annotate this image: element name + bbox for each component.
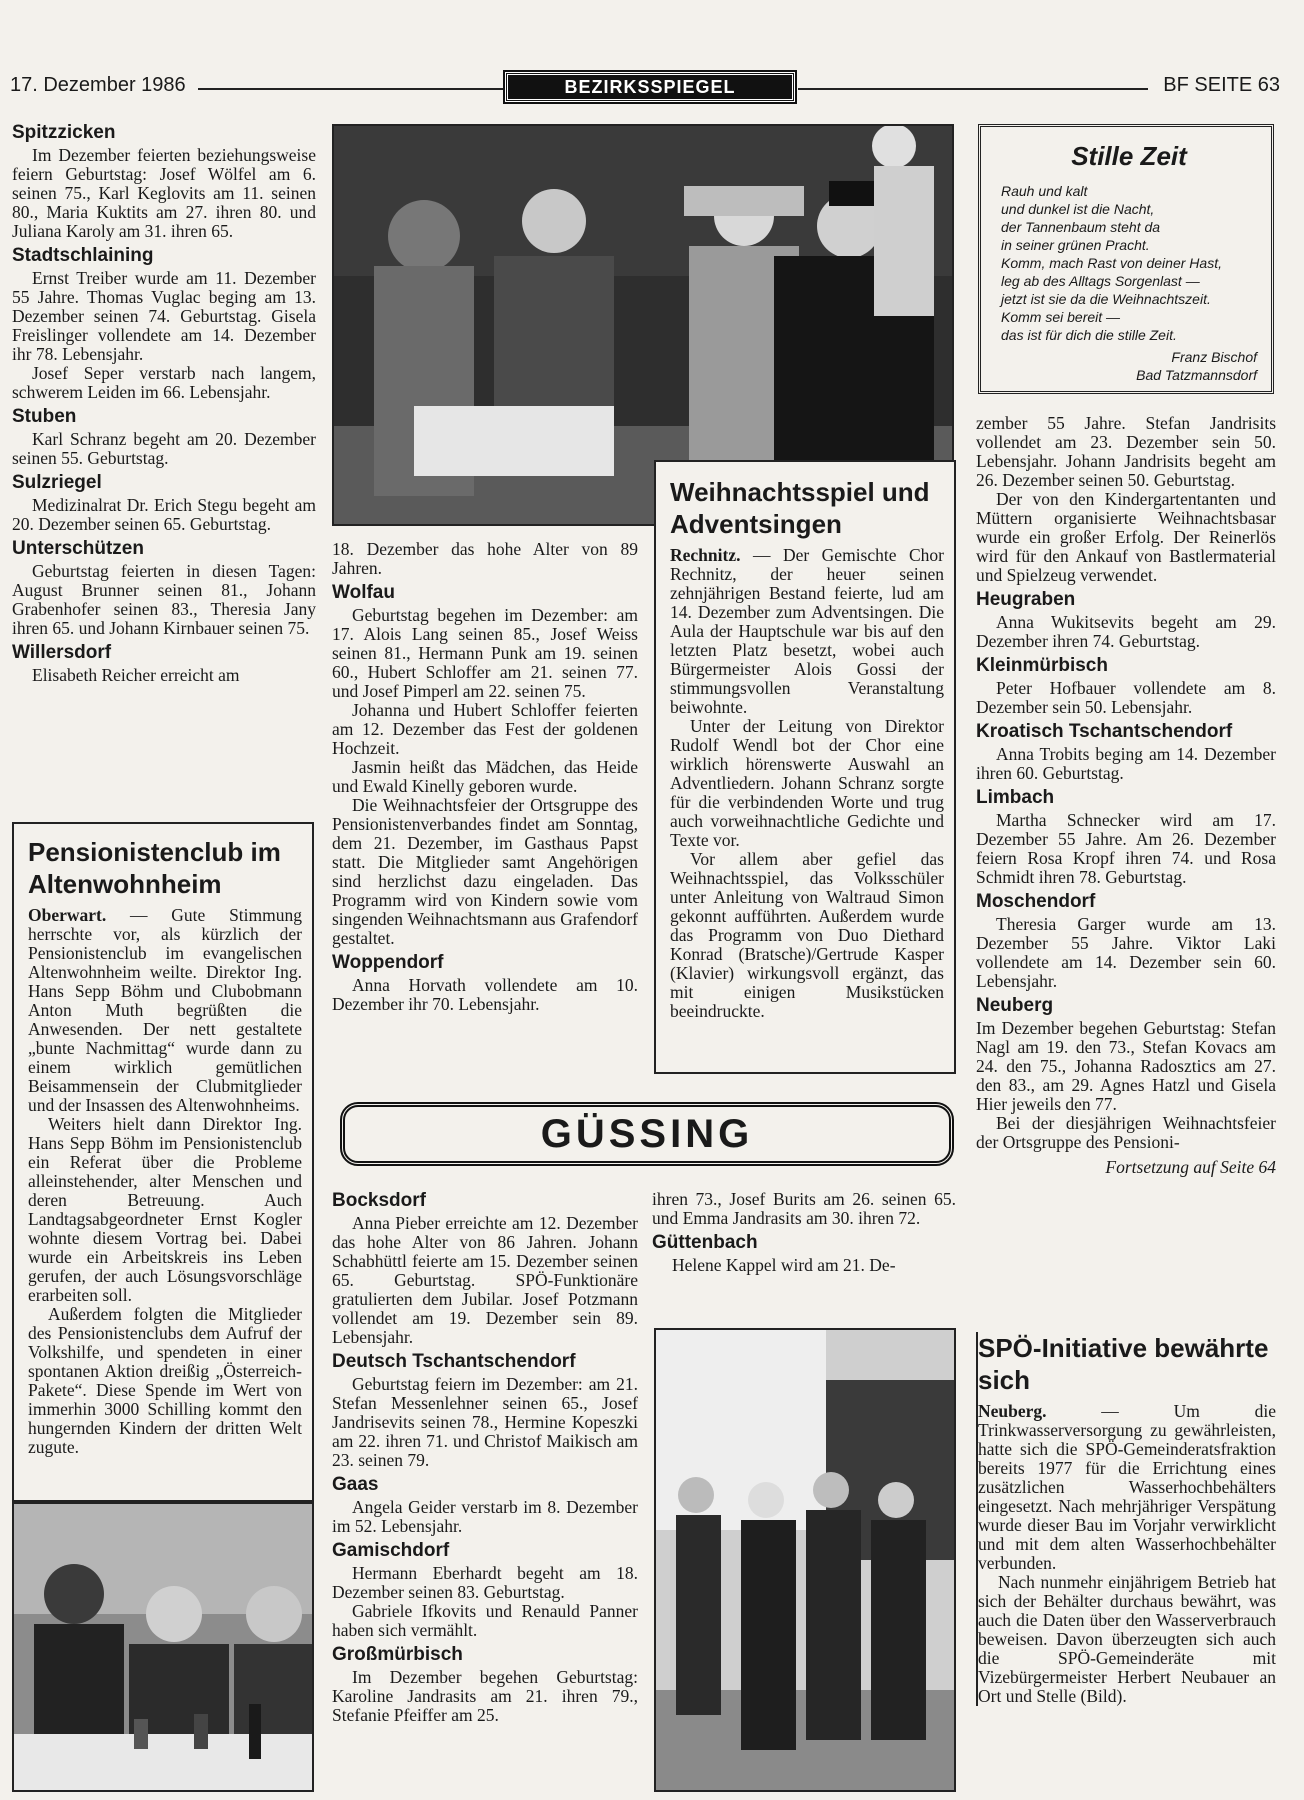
poem-line: der Tannenbaum steht da bbox=[1001, 219, 1161, 235]
heading: Limbach bbox=[976, 787, 1055, 808]
heading: Kleinmürbisch bbox=[976, 655, 1108, 676]
paragraph: Karl Schranz begeht am 20. Dezember seinen 55. Geburtstag. bbox=[12, 429, 316, 468]
heading: Stuben bbox=[12, 406, 77, 427]
heading: Moschendorf bbox=[976, 891, 1096, 912]
pension-article bbox=[12, 822, 314, 1502]
header-rule-left bbox=[198, 88, 503, 90]
poem-line: Komm sei bereit — bbox=[1001, 309, 1121, 325]
heading: Sulzriegel bbox=[12, 472, 102, 493]
poem-line: in seiner grünen Pracht. bbox=[1001, 237, 1150, 253]
paragraph: Unter der Leitung von Direktor Rudolf Wendl bot der Chor eine wirklich hörenswerte Auswahl an Adventliedern. Johann Schranz sorgte für die verbindenden Worte und trug auch vorweihnachtliche Gedichte und Texte vor. bbox=[670, 716, 944, 850]
paragraph: Im Dezember begehen Geburtstag: Karoline Jandrasits am 21. ihren 79., Stefanie Pfeiffer am 25. bbox=[332, 1667, 638, 1725]
poem-box bbox=[978, 124, 1274, 394]
heading: Wolfau bbox=[332, 582, 395, 603]
paragraph: Gabriele Ifkovits und Renauld Panner haben sich vermählt. bbox=[332, 1601, 638, 1640]
heading: Heugraben bbox=[976, 589, 1076, 610]
guessing-banner: GÜSSING bbox=[340, 1102, 954, 1166]
poem-line: Rauh und kalt bbox=[1001, 183, 1088, 199]
heading: Gaas bbox=[332, 1474, 379, 1495]
poem-title: Stille Zeit bbox=[1071, 141, 1187, 171]
poem-author: Franz Bischof bbox=[1171, 349, 1257, 365]
heading: Woppendorf bbox=[332, 952, 444, 973]
spoe-article bbox=[976, 1332, 1276, 1706]
column-1 bbox=[12, 118, 316, 685]
paragraph: Im Dezember feierten beziehungsweise feiern Geburtstag: Josef Wölfel am 6. seinen 75., Karl Keglovits am 11. seinen 80., Maria Kuktits am 27. ihren 80. und Juliana Karoly am 31. ihren 65. bbox=[12, 145, 316, 241]
issue-date: 17. Dezember 1986 bbox=[10, 74, 186, 96]
paragraph: Anna Trobits beging am 14. Dezember ihren 60. Geburtstag. bbox=[976, 744, 1276, 783]
heading: Großmürbisch bbox=[332, 1644, 463, 1665]
paragraph: Die Weihnachtsfeier der Ortsgruppe des Pensionistenverbandes findet am Sonntag, dem 21. Dezember, im Gasthaus Papst statt. Die Mitglieder samt Angehörigen sind herzlichst dazu eingeladen. Das Programm wird von Kindern sowie vom singenden Weihnachtsmann aus Grafendorf gestaltet. bbox=[332, 795, 638, 948]
paragraph: zember 55 Jahre. Stefan Jandrisits vollendet am 23. Dezember sein 50. Lebensjahr. Johann Jandrisits begeht am 26. Dezember seinen 50. Geburtstag. bbox=[976, 413, 1276, 490]
dateline: Rechnitz. bbox=[670, 545, 741, 565]
continuation-note: Fortsetzung auf Seite 64 bbox=[1105, 1157, 1276, 1177]
paragraph: Nach nunmehr einjährigem Betrieb hat sich der Behälter durchaus bewährt, was auch die Daten über den Wasserverbrauch beweisen. Davon überzeugten sich auch die SPÖ-Gemeinderäte mit Vizebürgermeister Herbert Neubauer an Ort und Stelle (Bild). bbox=[978, 1572, 1276, 1706]
photo-spoe-image bbox=[656, 1330, 956, 1792]
heading: Güttenbach bbox=[652, 1232, 758, 1253]
paragraph: Anna Wukitsevits begeht am 29. Dezember ihren 74. Geburtstag. bbox=[976, 612, 1276, 651]
paragraph: Jasmin heißt das Mädchen, das Heide und Ewald Kinelly geboren wurde. bbox=[332, 757, 638, 796]
paragraph: Vor allem aber gefiel das Weihnachtsspiel, das Volksschüler unter Anleitung von Waltraud Simon gekonnt aufführten. Außerdem wurde das Programm von Duo Diethard Konrad (Bratsche)/Gertrude Kasper (Klavier) wirkungsvoll ergänzt, das mit einigen Musikstücken beeindruckte. bbox=[670, 849, 944, 1021]
photo-pensioners-image bbox=[14, 1504, 314, 1792]
poem-text bbox=[1001, 182, 1257, 384]
paragraph: — Der Gemischte Chor Rechnitz, der heuer seinen zehnjährigen Bestand feierte, lud am 14. Dezember zum Adventsingen. Die Aula der Hauptschule war bis auf den letzten Platz besetzt, wobei auch Bürgermeister Alois Gossi der stimmungsvollen Veranstaltung beiwohnte. bbox=[670, 545, 944, 717]
page-number: BF SEITE 63 bbox=[1163, 74, 1280, 96]
dateline: Neuberg. bbox=[978, 1401, 1047, 1421]
paragraph: Josef Seper verstarb nach langem, schwerem Leiden im 66. Lebensjahr. bbox=[12, 363, 316, 402]
heading: Spitzzicken bbox=[12, 122, 116, 143]
dateline: Oberwart. bbox=[28, 905, 107, 925]
poem-author-place: Bad Tatzmannsdorf bbox=[1136, 367, 1257, 383]
heading: Willersdorf bbox=[12, 642, 112, 663]
poem-line: jetzt ist sie da die Weihnachtszeit. bbox=[1001, 291, 1211, 307]
heading: Deutsch Tschantschendorf bbox=[332, 1351, 576, 1372]
paragraph: Helene Kappel wird am 21. De- bbox=[672, 1255, 896, 1275]
page-header bbox=[10, 72, 1280, 104]
paragraph: 18. Dezember das hohe Alter von 89 Jahren. bbox=[332, 539, 638, 578]
paragraph: Geburtstag begehen im Dezember: am 17. Alois Lang seinen 85., Josef Weiss seinen 81., Hermann Punk am 19. seinen 60., Hubert Schloffer am 21. seinen 77. und Josef Pimperl am 22. seinen 75. bbox=[332, 605, 638, 701]
paragraph: Elisabeth Reicher erreicht am bbox=[32, 665, 240, 685]
section-title: BEZIRKSSPIEGEL bbox=[505, 72, 795, 102]
photo-spoe-group bbox=[654, 1328, 956, 1792]
paragraph: — Gute Stimmung herrschte vor, als kürzlich der Pensionistenclub im evangelischen Altenwohnheim weilte. Direktor Ing. Hans Sepp Böhm und Clubobmann Anton Muth begrüßten die Anwesenden. Der nett gestaltete „bunte Nachmittag“ wurde dann zu einem wirklich gemütlichen Beisammensein der Clubmitglieder und der Insassen des Altenwohnheims. bbox=[28, 905, 302, 1115]
paragraph: — Um die Trinkwasserversorgung zu gewährleisten, hatte sich die SPÖ-Gemeinderatsfraktion bereits 1977 für die Errichtung eines zusätzlichen Wasserhochbehälters eingesetzt. Nach mehrjähriger Verspätung wurde dieser Bau im Vorjahr verwirklicht und mit dem alten Wasserhochbehälter verbunden. bbox=[978, 1401, 1276, 1573]
article-title: Pensionistenclub im Altenwohnheim bbox=[28, 837, 281, 899]
poem-line: das ist für dich die stille Zeit. bbox=[1001, 327, 1177, 343]
paragraph: Angela Geider verstarb im 8. Dezember im 52. Lebensjahr. bbox=[332, 1497, 638, 1536]
paragraph: Medizinalrat Dr. Erich Stegu begeht am 20. Dezember seinen 65. Geburtstag. bbox=[12, 495, 316, 534]
poem-line: Komm, mach Rast von deiner Hast, bbox=[1001, 255, 1222, 271]
paragraph: Der von den Kindergartentanten und Müttern organisierte Weihnachtsbasar wurde ein großer Erfolg. Der Reinerlös wird für den Ankauf von Bastlermaterial und Spielzeug verwendet. bbox=[976, 489, 1276, 585]
column-4 bbox=[976, 414, 1276, 1177]
heading: Neuberg bbox=[976, 995, 1054, 1016]
paragraph: ihren 73., Josef Burits am 26. seinen 65. und Emma Jandrasits am 30. ihren 72. bbox=[652, 1189, 956, 1228]
paragraph: Martha Schnecker wird am 17. Dezember 55 Jahre. Am 26. Dezember feiern Rosa Kropf ihren 74. und Rosa Schmidt ihren 78. Geburtstag. bbox=[976, 810, 1276, 887]
paragraph: Ernst Treiber wurde am 11. Dezember 55 Jahre. Thomas Vuglac beging am 13. Dezember seinen 74. Geburtstag. Gisela Freislinger vollendete am 14. Dezember ihr 78. Lebensjahr. bbox=[12, 268, 316, 364]
heading: Gamischdorf bbox=[332, 1540, 450, 1561]
column-2-lower bbox=[332, 1186, 638, 1725]
weihnacht-article bbox=[654, 460, 956, 1074]
paragraph: Hermann Eberhardt begeht am 18. Dezember seinen 83. Geburtstag. bbox=[332, 1563, 638, 1602]
photo-pensioners bbox=[12, 1502, 314, 1792]
poem-line: und dunkel ist die Nacht, bbox=[1001, 201, 1155, 217]
paragraph: Außerdem folgten die Mitglieder des Pensionistenclubs dem Aufruf der Volkshilfe, und spendeten in einer spontanen Aktion dreißig „Österreich-Pakete“. Diese Spende im Wert von immerhin 3000 Schilling kommt den hungernden Kindern der dritten Welt zugute. bbox=[28, 1304, 302, 1457]
paragraph: Geburtstag feiern im Dezember: am 21. Stefan Messenlehner seinen 65., Josef Jandrisevits seinen 78., Hermine Kopeszki am 22. ihren 71. und Christof Maikisch am 23. seinen 79. bbox=[332, 1374, 638, 1470]
header-rule-right bbox=[798, 88, 1148, 90]
paragraph: Anna Pieber erreichte am 12. Dezember das hohe Alter von 86 Jahren. Johann Schabhüttl feierte am 15. Dezember seinen 65. Geburtstag. SPÖ-Funktionäre gratulierten dem Jubilar. Josef Potzmann vollendet am 19. Dezember sein 89. Lebensjahr. bbox=[332, 1213, 638, 1347]
poem-line: leg ab des Alltags Sorgenlast — bbox=[1001, 273, 1200, 289]
article-title: Weihnachtsspiel und Adventsingen bbox=[670, 477, 930, 539]
heading: Bocksdorf bbox=[332, 1190, 426, 1211]
article-title: SPÖ-Initiative bewährte sich bbox=[978, 1333, 1269, 1395]
paragraph: Anna Horvath vollendete am 10. Dezember ihr 70. Lebensjahr. bbox=[332, 975, 638, 1014]
column-2 bbox=[332, 540, 638, 1014]
paragraph: Peter Hofbauer vollendete am 8. Dezember sein 50. Lebensjahr. bbox=[976, 678, 1276, 717]
paragraph: Bei der diesjährigen Weihnachtsfeier der Ortsgruppe des Pensioni- bbox=[976, 1113, 1276, 1152]
column-3-lower bbox=[652, 1190, 956, 1275]
paragraph: Geburtstag feierten in diesen Tagen: August Brunner seinen 81., Johann Grabenhofer seinen 83., Theresia Jany ihren 65. und Johann Kirnbauer seinen 75. bbox=[12, 561, 316, 638]
paragraph: Johanna und Hubert Schloffer feierten am 12. Dezember das Fest der goldenen Hochzeit. bbox=[332, 700, 638, 758]
paragraph: Weiters hielt dann Direktor Ing. Hans Sepp Böhm im Pensionistenclub ein Referat über die Probleme alleinstehender, alter Menschen und deren Betreuung. Auch Landtagsabgeordneter Ernst Kogler wohnte diesem Vortrag bei. Dabei wurde ein Arbeitskreis ins Leben gerufen, der auch Lösungsvorschläge erarbeiten soll. bbox=[28, 1114, 302, 1305]
heading: Stadtschlaining bbox=[12, 245, 154, 266]
paragraph: Theresia Garger wurde am 13. Dezember 55 Jahre. Viktor Laki vollendete am 14. Dezember sein 60. Lebensjahr. bbox=[976, 914, 1276, 991]
heading: Unterschützen bbox=[12, 538, 144, 559]
paragraph: Im Dezember begehen Geburtstag: Stefan Nagl am 19. den 73., Stefan Kovacs am 24. den 75., Johanna Radosztics am 27. den 83., am 29. Agnes Hatzl und Gisela Hier jeweils den 77. bbox=[976, 1018, 1276, 1114]
heading: Kroatisch Tschantschendorf bbox=[976, 721, 1233, 742]
